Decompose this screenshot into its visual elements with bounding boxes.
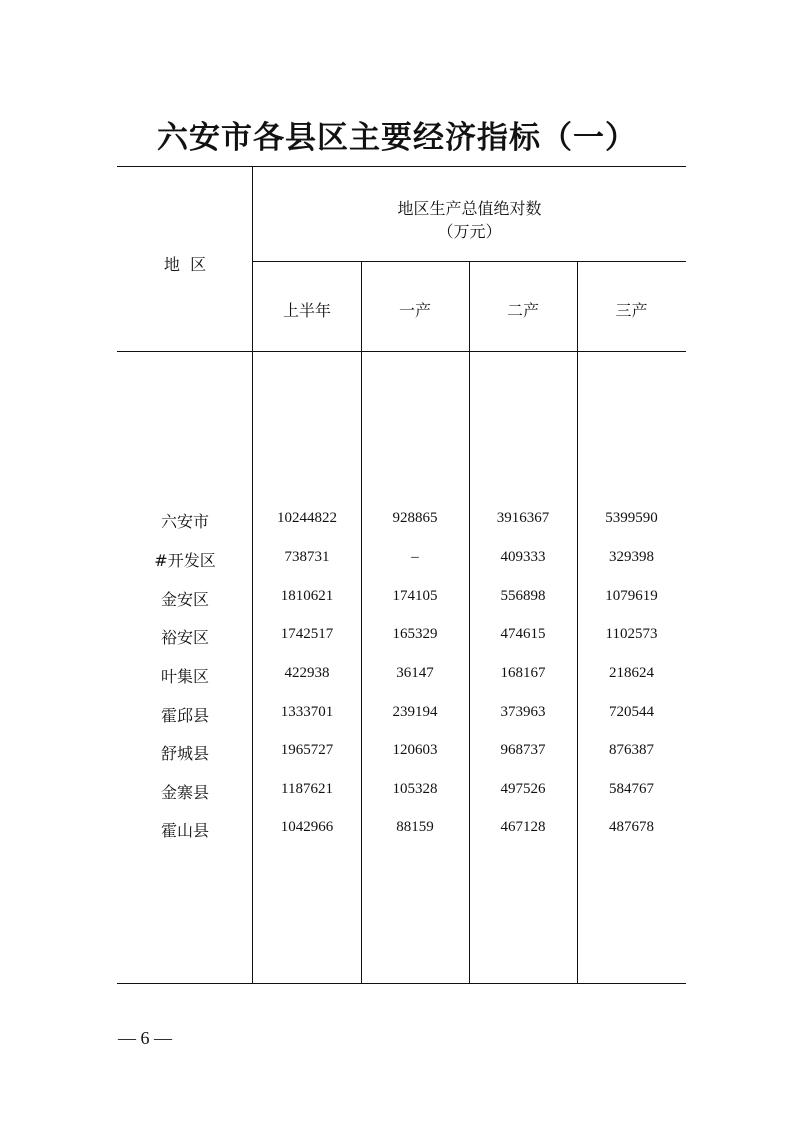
cell-first-half: 1965727 bbox=[280, 742, 334, 758]
cell-secondary: 409333 bbox=[500, 549, 546, 565]
cell-primary: – bbox=[411, 549, 419, 565]
cell-primary: 105328 bbox=[392, 781, 438, 797]
column-header-primary: 一产 bbox=[398, 301, 431, 320]
cell-tertiary: 584767 bbox=[609, 781, 654, 797]
cell-secondary: 467128 bbox=[500, 819, 546, 835]
cell-first-half: 10244822 bbox=[277, 510, 337, 526]
header-bottom-rule bbox=[117, 351, 686, 352]
page-number: — 6 — bbox=[118, 1028, 172, 1048]
cell-first-half: 738731 bbox=[284, 549, 330, 565]
cell-tertiary: 1079619 bbox=[605, 588, 658, 604]
cell-tertiary: 218624 bbox=[609, 665, 654, 681]
region-column-divider bbox=[252, 166, 253, 983]
cell-first-half: 1042966 bbox=[280, 819, 334, 835]
cell-first-half: 422938 bbox=[284, 665, 330, 681]
cell-tertiary: 329398 bbox=[609, 549, 654, 565]
row-region-name: 舒城县 bbox=[160, 744, 209, 763]
cell-secondary: 556898 bbox=[500, 588, 546, 604]
row-region-name: 叶集区 bbox=[160, 667, 209, 686]
cell-primary: 174105 bbox=[392, 588, 438, 604]
column-header-first-half: 上半年 bbox=[282, 301, 331, 320]
table-bottom-rule bbox=[117, 983, 686, 984]
cell-tertiary: 5399590 bbox=[605, 510, 658, 526]
row-region-name: #开发区 bbox=[154, 551, 216, 570]
region-header: 地 区 bbox=[163, 255, 207, 274]
cell-first-half: 1333701 bbox=[280, 704, 334, 720]
cell-secondary: 3916367 bbox=[496, 510, 550, 526]
row-region-name: 六安市 bbox=[160, 512, 209, 531]
row-region-name: 霍山县 bbox=[160, 821, 209, 840]
column-divider bbox=[469, 261, 470, 983]
cell-first-half: 1810621 bbox=[280, 588, 334, 604]
cell-secondary: 497526 bbox=[500, 781, 546, 797]
cell-primary: 165329 bbox=[392, 626, 438, 642]
cell-secondary: 373963 bbox=[500, 704, 546, 720]
column-header-tertiary: 三产 bbox=[615, 301, 648, 320]
column-divider bbox=[361, 261, 362, 983]
column-header-secondary: 二产 bbox=[506, 301, 539, 320]
gdp-header-unit: （万元） bbox=[437, 222, 502, 241]
cell-tertiary: 720544 bbox=[609, 704, 654, 720]
cell-primary: 36147 bbox=[396, 665, 434, 681]
cell-primary: 928865 bbox=[392, 510, 438, 526]
cell-primary: 239194 bbox=[392, 704, 438, 720]
row-region-name: 裕安区 bbox=[160, 628, 209, 647]
gdp-header-title: 地区生产总值绝对数 bbox=[397, 199, 542, 218]
cell-first-half: 1742517 bbox=[280, 626, 334, 642]
table-top-rule bbox=[117, 166, 686, 167]
column-divider bbox=[577, 261, 578, 983]
cell-tertiary: 487678 bbox=[609, 819, 654, 835]
cell-primary: 88159 bbox=[396, 819, 434, 835]
cell-tertiary: 876387 bbox=[609, 742, 654, 758]
cell-first-half: 1187621 bbox=[281, 781, 333, 797]
cell-secondary: 968737 bbox=[500, 742, 546, 758]
cell-secondary: 474615 bbox=[500, 626, 546, 642]
cell-primary: 120603 bbox=[392, 742, 438, 758]
row-region-name: 金安区 bbox=[160, 590, 209, 609]
cell-secondary: 168167 bbox=[500, 665, 546, 681]
page-title: 六安市各县区主要经济指标（一） bbox=[157, 120, 637, 156]
row-region-name: 霍邱县 bbox=[160, 706, 209, 725]
row-region-name: 金寨县 bbox=[160, 783, 209, 802]
cell-tertiary: 1102573 bbox=[605, 626, 658, 642]
